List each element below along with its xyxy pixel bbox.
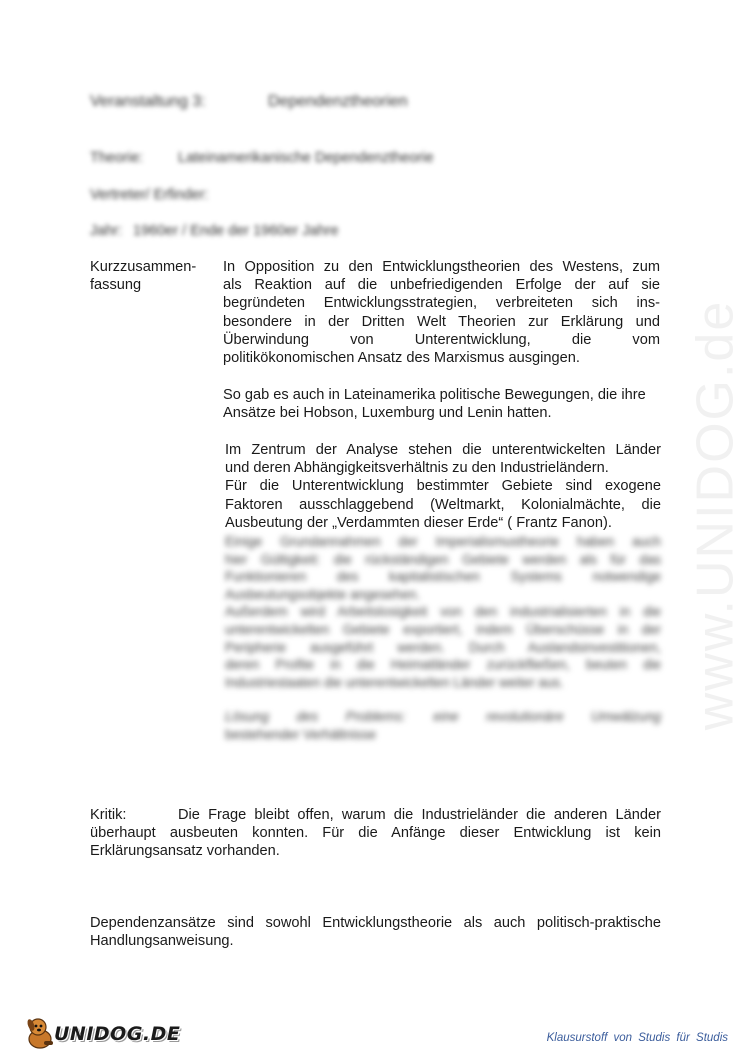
logo-text: UNIDOG.DE xyxy=(54,1023,181,1045)
text-line: bestehender Verhältnisse xyxy=(225,726,377,742)
theory-value: Lateinamerikanische Dependenztheorie xyxy=(178,150,434,166)
text-line: Ausbeutungsobjekte angesehen. xyxy=(225,586,421,602)
summary-paragraph-1 xyxy=(223,258,660,367)
text-line: Überwindung von Unterentwicklung, die vom xyxy=(223,331,660,348)
watermark xyxy=(655,285,750,745)
text-line: Ansätze bei Hobson, Luxemburg und Lenin hatten. xyxy=(223,405,552,422)
summary-paragraph-2 xyxy=(223,386,663,422)
text-line: Außerdem wird Arbeitslosigkeit von den industrialisierten in die xyxy=(225,604,661,620)
text-line: Erklärungsansatz vorhanden. xyxy=(90,843,280,860)
text-line: deren Profite in die Heimatländer zurückfließen, beuten die xyxy=(225,657,661,673)
footer-logo[interactable] xyxy=(22,1015,181,1051)
text-line xyxy=(90,806,661,824)
title-label: Veranstaltung 3: xyxy=(90,93,206,110)
footer-tagline: Klausurstoff von Studis für Studis xyxy=(546,1032,728,1044)
text-line: Handlungsanweisung. xyxy=(90,933,234,950)
year-value: 1960er / Ende der 1960er Jahre xyxy=(133,223,339,239)
text-line: Industriestaaten die unterentwickelten Länder weiter aus. xyxy=(225,674,564,690)
text-line: Ausbeutung der „Verdammten dieser Erde“ ( Frantz Fanon). xyxy=(225,514,612,531)
critique-line: Die Frage bleibt offen, warum die Industrieländer die anderen Länder xyxy=(178,807,661,823)
summary-paragraph-3 xyxy=(225,441,661,532)
text-line: politikökonomischen Ansatz des Marxismus ausgingen. xyxy=(223,350,580,367)
theory-label: Theorie: xyxy=(90,150,144,166)
blurred-paragraph xyxy=(225,533,661,744)
summary-label-line: fassung xyxy=(90,277,142,294)
text-line: und deren Abhängigkeitsverhältnis zu den Industrieländern. xyxy=(225,460,609,477)
summary-label xyxy=(90,258,196,294)
critique-label: Kritik: xyxy=(90,807,127,823)
page-title: Dependenztheorien xyxy=(268,93,408,110)
text-line: Funktionieren des kapitalistischen Systems notwendige xyxy=(225,569,661,585)
watermark-text: www.UNIDOG.de xyxy=(686,299,744,731)
summary-label-line: Kurzzusammen- xyxy=(90,259,197,275)
text-line: Faktoren ausschlaggebend (Weltmarkt, Kolonialmächte, die xyxy=(225,496,661,513)
conclusion-paragraph xyxy=(90,914,661,950)
text-line: Peripherie ausgeführt werden. Durch Auslandsinvestitionen, xyxy=(225,639,661,655)
text-line: So gab es auch in Lateinamerika politische Bewegungen, die ihre xyxy=(223,387,646,403)
text-line: begründeten Entwicklungsstrategien, verbreiteten sich ins- xyxy=(223,295,660,312)
dog-mascot-icon xyxy=(22,1015,58,1051)
text-line: Einige Grundannahmen der Imperialismustheorie haben auch xyxy=(225,534,661,549)
text-line: unterentwickelten Gebiete exportiert, indem Überschüsse in der xyxy=(225,621,661,637)
text-line: als Reaktion auf die unbefriedigenden Erfolge der auf sie xyxy=(223,277,660,294)
text-line: hier Gültigkeit: die rückständigen Gebiete werden als für das xyxy=(225,551,661,567)
text-line: überhaupt ausbeuten konnten. Für die Anfänge dieser Entwicklung ist kein xyxy=(90,825,661,842)
text-line: Dependenzansätze sind sowohl Entwicklungstheorie als auch politisch-praktische xyxy=(90,915,661,931)
text-line: Lösung des Problems: eine revolutionäre Umwälzung xyxy=(225,709,661,725)
text-line: In Opposition zu den Entwicklungstheorien des Westens, zum xyxy=(223,259,660,275)
year-label: Jahr: xyxy=(90,223,123,239)
text-line: besondere in der Dritten Welt Theorien zur Erklärung und xyxy=(223,313,660,330)
critique-paragraph xyxy=(90,806,661,861)
author-label: Vertreter/ Erfinder: xyxy=(90,187,209,203)
text-line: Für die Unterentwicklung bestimmter Gebiete sind exogene xyxy=(225,478,661,495)
text-line: Im Zentrum der Analyse stehen die unterentwickelten Länder xyxy=(225,442,661,458)
